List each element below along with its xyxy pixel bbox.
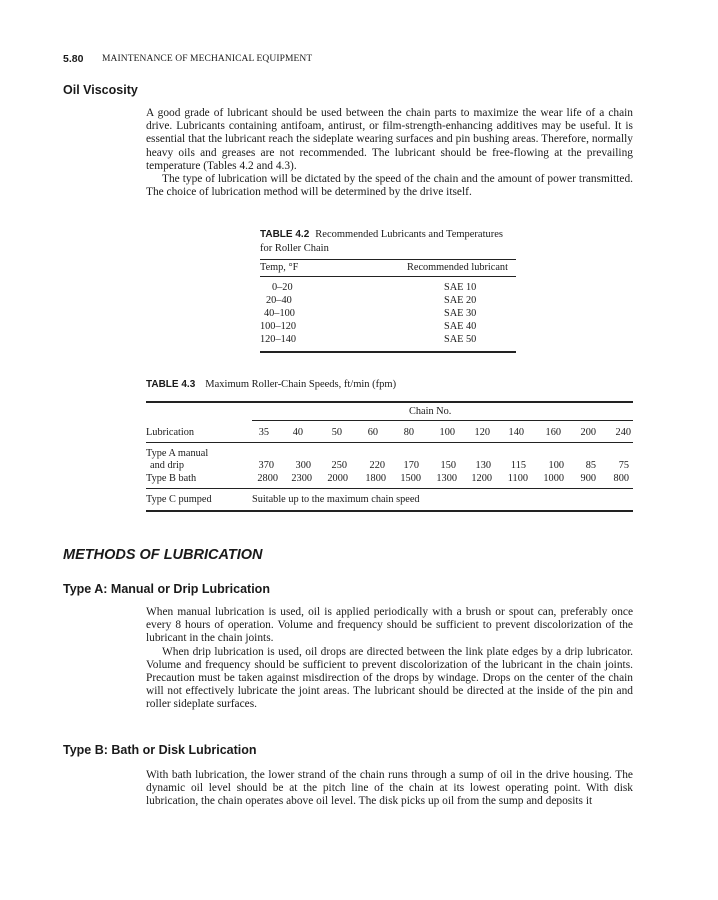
table-rule xyxy=(260,276,516,277)
table-cell: 150 xyxy=(440,460,456,471)
column-header: Recommended lubricant xyxy=(407,262,508,273)
table-4-2 xyxy=(260,228,516,255)
oil-viscosity-body xyxy=(146,107,633,199)
column-header: Temp, °F xyxy=(260,262,299,273)
table-cell: 1800 xyxy=(365,473,386,484)
table-caption-text: Recommended Lubricants and Temperatures for Roller Chain xyxy=(260,229,503,254)
chain-number: 80 xyxy=(403,427,414,438)
table-cell: SAE 10 xyxy=(444,282,477,293)
row-header: Lubrication xyxy=(146,427,195,438)
table-cell: 1200 xyxy=(471,473,492,484)
table-cell: 250 xyxy=(331,460,347,471)
table-cell: 120–140 xyxy=(260,334,297,345)
table-cell: 1300 xyxy=(436,473,457,484)
table-cell: 100–120 xyxy=(260,321,297,332)
table-cell: SAE 40 xyxy=(444,321,477,332)
table-cell: 2800 xyxy=(257,473,278,484)
table-cell: 370 xyxy=(258,460,274,471)
table-cell: 75 xyxy=(618,460,629,471)
row-label: Type C pumped xyxy=(146,494,212,505)
table-rule xyxy=(146,488,633,489)
group-header: Chain No. xyxy=(409,406,452,417)
table-cell: 900 xyxy=(580,473,596,484)
chain-number: 240 xyxy=(615,427,631,438)
table-rule xyxy=(146,442,633,443)
chain-number: 60 xyxy=(367,427,378,438)
subsection-heading-type-b: Type B: Bath or Disk Lubrication xyxy=(63,743,257,757)
paragraph: The type of lubrication will be dictated by the speed of the chain and the amount of power transmitted. The choice of lubrication method will be determined by the drive itself. xyxy=(146,173,633,199)
table-cell: 300 xyxy=(295,460,311,471)
row-label: Type A manual xyxy=(146,448,209,459)
subsection-heading-type-a: Type A: Manual or Drip Lubrication xyxy=(63,582,270,596)
chain-number: 140 xyxy=(508,427,524,438)
table-label: TABLE 4.2 xyxy=(260,229,310,240)
section-heading-oil-viscosity: Oil Viscosity xyxy=(63,83,138,97)
table-cell: 40–100 xyxy=(264,308,295,319)
table-caption-text: Maximum Roller-Chain Speeds, ft/min (fpm) xyxy=(205,379,397,390)
table-cell: Suitable up to the maximum chain speed xyxy=(252,494,420,505)
table-cell: SAE 50 xyxy=(444,334,477,345)
table-rule xyxy=(252,420,633,421)
chain-number: 200 xyxy=(580,427,596,438)
table-cell: SAE 20 xyxy=(444,295,477,306)
table-cell: 800 xyxy=(613,473,629,484)
table-cell: 130 xyxy=(475,460,491,471)
page-number: 5.80 xyxy=(63,53,84,65)
table-rule xyxy=(260,259,516,260)
chain-number: 120 xyxy=(474,427,490,438)
table-rule xyxy=(146,510,633,512)
table-4-3-caption xyxy=(146,379,396,390)
paragraph: A good grade of lubricant should be used between the chain parts to maximize the wear life of a chain drive. Lubricants containing antifoam, antirust, or film-strength-enhancing additives may be useful. It is essential that the lubricant reach the sideplate wearing surfaces and pin bushing areas. Therefore, normally heavy oils and greases are not recommended. The lubricant should be free-flowing at the prevailing temperature (Tables 4.2 and 4.3). xyxy=(146,107,633,172)
type-a-body xyxy=(146,606,633,712)
chain-number: 50 xyxy=(331,427,342,438)
type-b-body xyxy=(146,769,633,809)
chain-number: 160 xyxy=(545,427,561,438)
table-cell: 1100 xyxy=(507,473,528,484)
table-cell: 220 xyxy=(369,460,385,471)
row-label: Type B bath xyxy=(146,473,197,484)
row-label: and drip xyxy=(150,460,185,471)
table-cell: 20–40 xyxy=(266,295,292,306)
table-cell: SAE 30 xyxy=(444,308,477,319)
table-label: TABLE 4.3 xyxy=(146,379,196,390)
chain-number: 40 xyxy=(292,427,303,438)
table-cell: 100 xyxy=(548,460,564,471)
chain-number: 100 xyxy=(439,427,455,438)
table-rule xyxy=(260,351,516,353)
table-cell: 2300 xyxy=(291,473,312,484)
table-cell: 85 xyxy=(585,460,596,471)
table-cell: 1500 xyxy=(400,473,421,484)
paragraph: With bath lubrication, the lower strand of the chain runs through a sump of oil in the drive housing. The dynamic oil level should be at the pitch line of the chain at its lowest operating point. With disk lubrication, the chain operates above oil level. The disk picks up oil from the sump and deposits it xyxy=(146,769,633,808)
paragraph: When drip lubrication is used, oil drops are directed between the link plate edges by a drip lubricator. Volume and frequency should be sufficient to prevent discolorization of the lubricant in the chain joints. Precaution must be taken against misdirection of the drops by windage. Drops on the center of the chain will not effectively lubricate the joint areas. The lubricant should be directed at the inside of the pin and roller sideplate surfaces. xyxy=(146,645,633,711)
chain-number: 35 xyxy=(258,427,269,438)
table-cell: 2000 xyxy=(327,473,348,484)
paragraph: When manual lubrication is used, oil is applied periodically with a brush or spout can, preferably once every 8 hours of operation. Volume and frequency should be sufficient to prevent discolorization of the lubricant in the chain joints. xyxy=(146,606,633,645)
table-caption xyxy=(260,228,516,255)
table-cell: 115 xyxy=(510,460,526,471)
table-cell: 170 xyxy=(403,460,419,471)
table-cell: 1000 xyxy=(543,473,564,484)
section-heading-methods: METHODS OF LUBRICATION xyxy=(63,547,263,563)
table-rule xyxy=(146,401,633,403)
table-cell: 0–20 xyxy=(272,282,293,293)
running-title: MAINTENANCE OF MECHANICAL EQUIPMENT xyxy=(102,54,313,64)
